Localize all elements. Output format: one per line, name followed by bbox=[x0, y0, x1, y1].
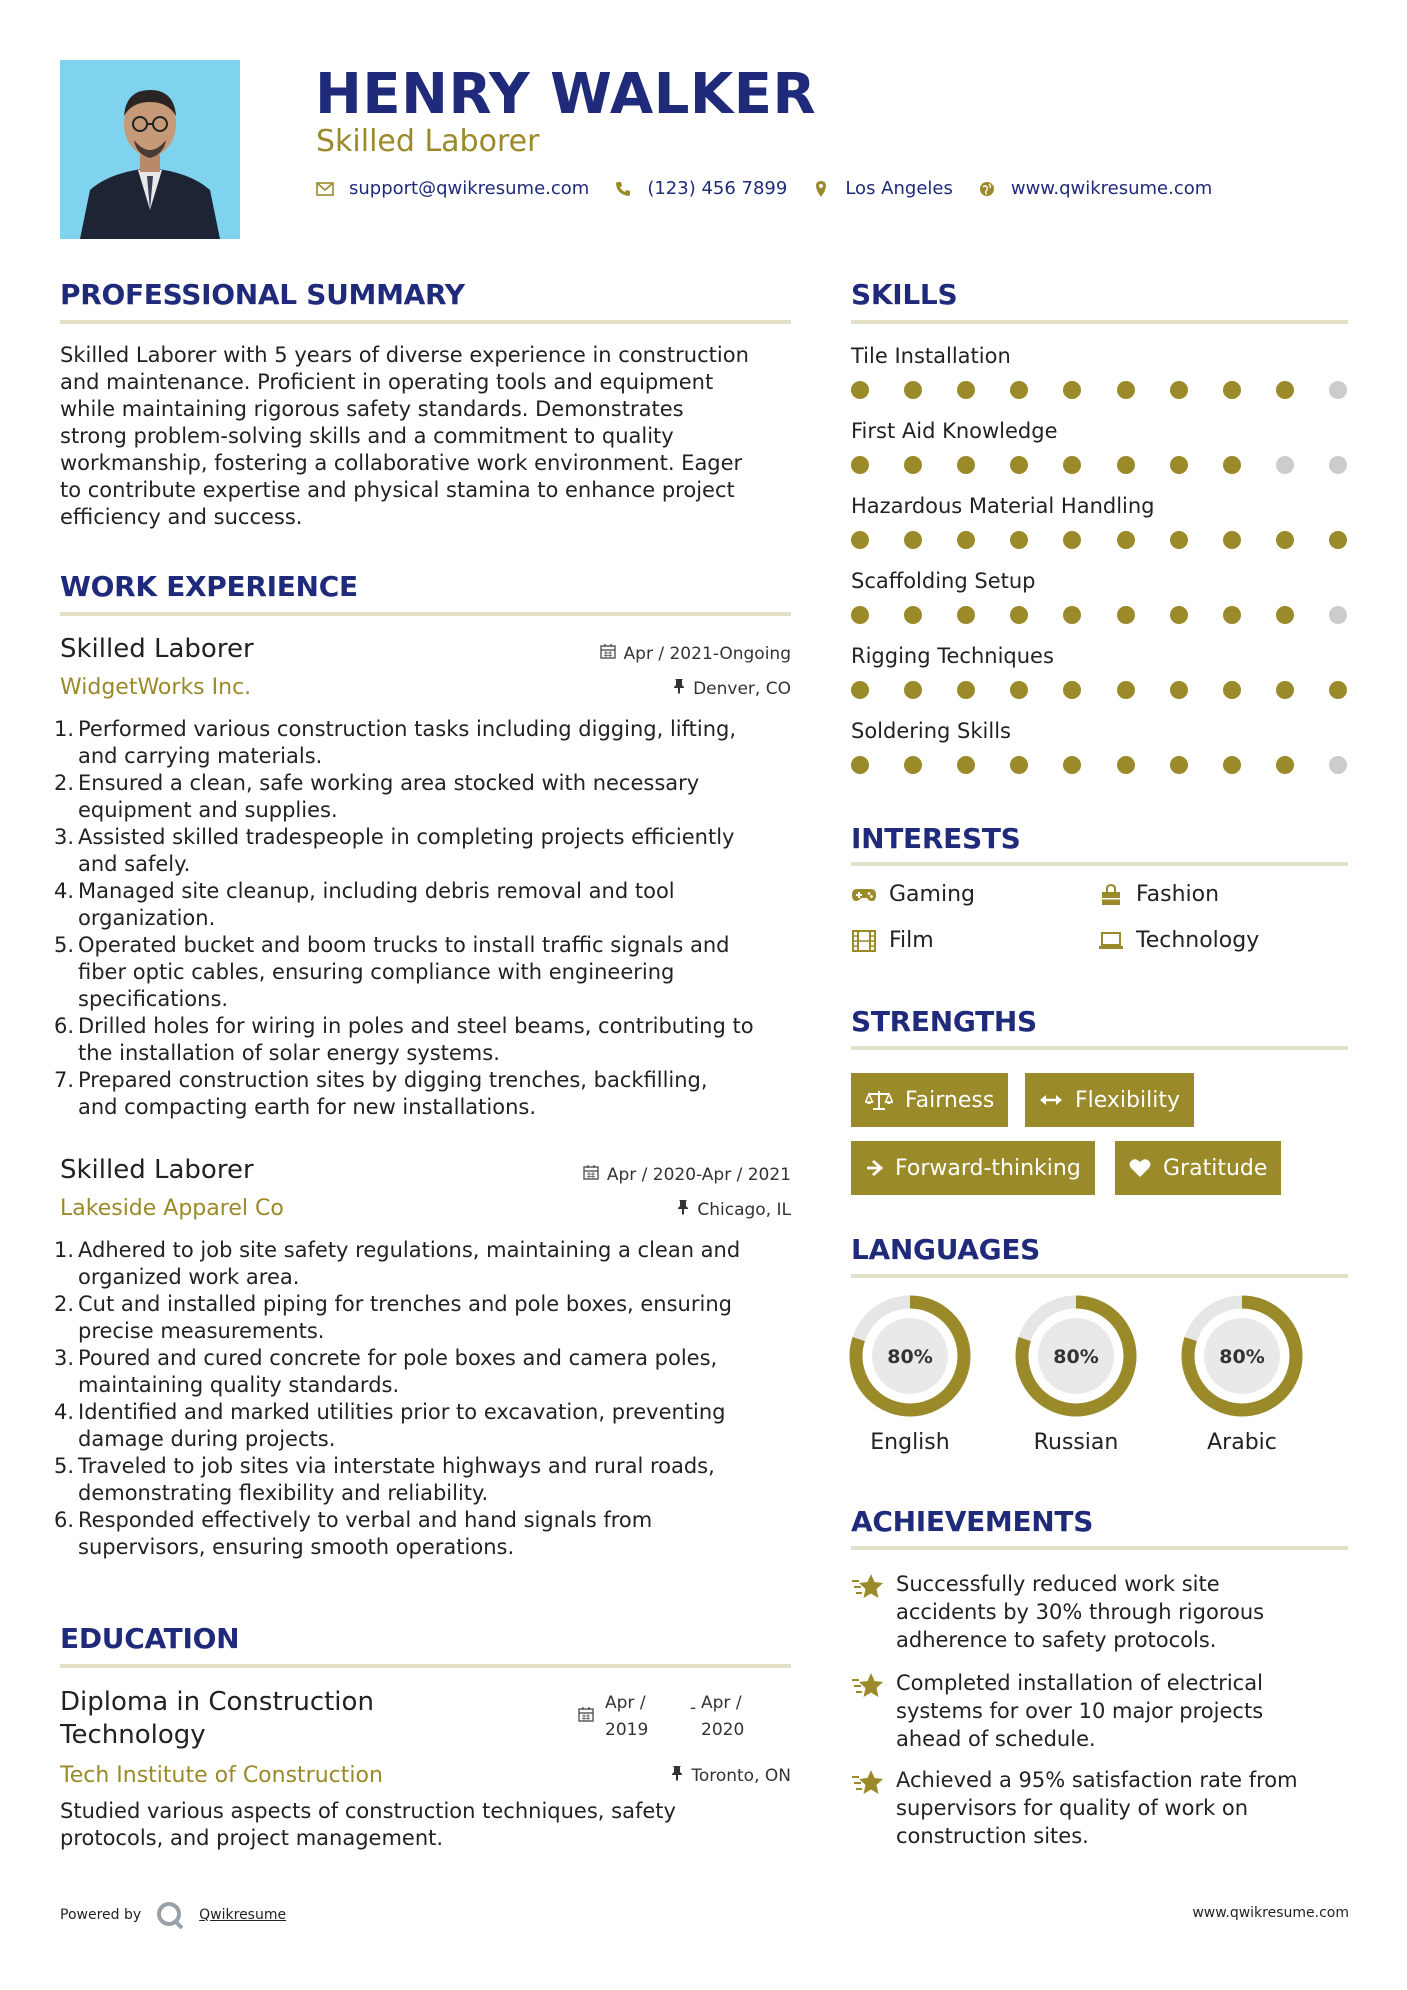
rating-dot-filled bbox=[1117, 456, 1135, 474]
rating-dot-filled bbox=[1063, 756, 1081, 774]
rating-dot-filled bbox=[1063, 381, 1081, 399]
rating-dot-filled bbox=[1170, 531, 1188, 549]
rating-dot-filled bbox=[1223, 606, 1241, 624]
edu-start-date: Apr / 2019 bbox=[605, 1693, 649, 1740]
skill-rating bbox=[851, 456, 1351, 476]
job-location bbox=[677, 1199, 791, 1220]
rating-dot-filled bbox=[957, 606, 975, 624]
rating-dot-filled bbox=[1063, 606, 1081, 624]
pushpin-icon bbox=[677, 1199, 689, 1220]
rating-dot-filled bbox=[1010, 681, 1028, 699]
summary-line: Skilled Laborer with 5 years of diverse experience in construction bbox=[60, 343, 749, 367]
qwikresume-link[interactable]: Qwikresume bbox=[199, 1907, 287, 1923]
rating-dot-filled bbox=[1170, 456, 1188, 474]
rating-dot-filled bbox=[904, 606, 922, 624]
rating-dot-filled bbox=[851, 456, 869, 474]
summary-line: to contribute expertise and physical stamina to enhance project bbox=[60, 478, 735, 502]
phone-icon bbox=[613, 181, 633, 197]
edu-end-date: Apr / 2020 bbox=[701, 1693, 745, 1740]
edu-description: Studied various aspects of construction techniques, safety protocols, and project management. bbox=[60, 1799, 676, 1850]
rating-dot-filled bbox=[957, 681, 975, 699]
rating-dot-filled bbox=[1117, 606, 1135, 624]
phone-text: (123) 456 7899 bbox=[647, 178, 788, 199]
rating-dot-filled bbox=[1170, 381, 1188, 399]
rating-dot-filled bbox=[1010, 606, 1028, 624]
strength-badge: Flexibility bbox=[1025, 1073, 1194, 1127]
list-item: 4. Managed site cleanup, including debris removal and tool organization. bbox=[54, 879, 675, 930]
language-name: Russian bbox=[1033, 1430, 1119, 1455]
skill-name: Soldering Skills bbox=[851, 719, 1011, 743]
rating-dot-filled bbox=[957, 381, 975, 399]
summary-heading: PROFESSIONAL SUMMARY bbox=[60, 278, 465, 311]
language-percent: 80% bbox=[1219, 1346, 1265, 1368]
footer-site[interactable]: www.qwikresume.com bbox=[1192, 1905, 1349, 1921]
job-dates bbox=[583, 1164, 791, 1185]
skill-name: Rigging Techniques bbox=[851, 644, 1054, 668]
interest-fashion: Fashion bbox=[1098, 882, 1219, 907]
rating-dot-filled bbox=[1117, 681, 1135, 699]
rating-dot-filled bbox=[1170, 756, 1188, 774]
rating-dot-filled bbox=[1223, 531, 1241, 549]
rating-dot-filled bbox=[1117, 381, 1135, 399]
location-text: Los Angeles bbox=[845, 178, 953, 199]
strengths-heading: STRENGTHS bbox=[851, 1005, 1037, 1038]
globe-icon bbox=[977, 181, 997, 197]
list-item: 7. Prepared construction sites by digging trenches, backfilling, and compacting earth for new installations. bbox=[54, 1068, 708, 1119]
contact-email[interactable] bbox=[315, 178, 589, 199]
job-dates bbox=[600, 643, 791, 664]
strength-badge: Fairness bbox=[851, 1073, 1008, 1127]
skill-rating bbox=[851, 681, 1351, 701]
rating-dot-filled bbox=[1329, 531, 1347, 549]
job-company: WidgetWorks Inc. bbox=[60, 675, 252, 700]
list-item: 2. Ensured a clean, safe working area stocked with necessary equipment and supplies. bbox=[54, 771, 700, 822]
job-title: Skilled Laborer bbox=[60, 634, 254, 664]
summary-line: while maintaining rigorous safety standards. Demonstrates bbox=[60, 397, 684, 421]
rating-dot-filled bbox=[1223, 456, 1241, 474]
edu-location bbox=[671, 1765, 791, 1786]
interests-heading: INTERESTS bbox=[851, 822, 1021, 855]
list-item: 4. Identified and marked utilities prior to excavation, preventing damage during projects. bbox=[54, 1400, 726, 1451]
job-duties bbox=[54, 716, 800, 1121]
calendar-icon bbox=[600, 643, 616, 664]
list-item: 1. Adhered to job site safety regulations, maintaining a clean and organized work area. bbox=[54, 1238, 741, 1289]
footer-powered-by bbox=[60, 1900, 286, 1930]
achievement-item: Achieved a 95% satisfaction rate from supervisors for quality of work on construction sites. bbox=[896, 1768, 1298, 1848]
interest-gaming: Gaming bbox=[851, 882, 975, 907]
list-item: 5. Operated bucket and boom trucks to install traffic signals and fiber optic cables, ensuring compliance with engineering specifications. bbox=[54, 933, 730, 1011]
experience-heading: WORK EXPERIENCE bbox=[60, 570, 358, 603]
strengths-rule bbox=[851, 1046, 1348, 1050]
skill-name: Tile Installation bbox=[851, 344, 1011, 368]
skill-rating bbox=[851, 531, 1351, 551]
rating-dot-filled bbox=[957, 456, 975, 474]
list-item: 6. Responded effectively to verbal and hand signals from supervisors, ensuring smooth operations. bbox=[54, 1508, 653, 1559]
rating-dot-empty bbox=[1329, 381, 1347, 399]
language-ring bbox=[1180, 1294, 1304, 1418]
job-dates-text: Apr / 2021-Ongoing bbox=[623, 643, 791, 664]
rating-dot-filled bbox=[904, 531, 922, 549]
language-percent: 80% bbox=[1053, 1346, 1099, 1368]
rating-dot-filled bbox=[1170, 681, 1188, 699]
list-item: 3. Assisted skilled tradespeople in completing projects efficiently and safely. bbox=[54, 825, 735, 876]
summary-line: efficiency and success. bbox=[60, 505, 303, 529]
degree-line: Diploma in Construction bbox=[60, 1687, 374, 1717]
rating-dot-filled bbox=[851, 606, 869, 624]
shopping-bag-icon bbox=[1098, 884, 1124, 906]
rating-dot-filled bbox=[1276, 531, 1294, 549]
rating-dot-empty bbox=[1276, 456, 1294, 474]
edu-date-dash: - bbox=[690, 1698, 697, 1718]
skill-rating bbox=[851, 381, 1351, 401]
skills-rule bbox=[851, 320, 1348, 324]
rating-dot-filled bbox=[957, 756, 975, 774]
degree-title bbox=[60, 1686, 374, 1752]
rating-dot-empty bbox=[1329, 456, 1347, 474]
rating-dot-filled bbox=[1063, 681, 1081, 699]
rating-dot-empty bbox=[1329, 606, 1347, 624]
achievement-item: Successfully reduced work site accidents by 30% through rigorous adherence to safety protocols. bbox=[896, 1572, 1265, 1652]
skill-rating bbox=[851, 756, 1351, 776]
map-pin-icon bbox=[811, 180, 831, 198]
edu-location-text: Toronto, ON bbox=[691, 1765, 791, 1786]
interests-rule bbox=[851, 862, 1348, 866]
job-company: Lakeside Apparel Co bbox=[60, 1196, 284, 1221]
candidate-title: Skilled Laborer bbox=[316, 124, 540, 159]
list-item: 3. Poured and cured concrete for pole boxes and camera poles, maintaining quality standards. bbox=[54, 1346, 718, 1397]
experience-rule bbox=[60, 612, 791, 616]
rating-dot-filled bbox=[1063, 456, 1081, 474]
pushpin-icon bbox=[671, 1765, 683, 1786]
rating-dot-filled bbox=[957, 531, 975, 549]
rating-dot-filled bbox=[851, 681, 869, 699]
languages-rule bbox=[851, 1274, 1348, 1278]
summary-text bbox=[60, 342, 800, 531]
rating-dot-filled bbox=[1276, 756, 1294, 774]
star-award-icon bbox=[851, 1572, 885, 1606]
achievements-heading: ACHIEVEMENTS bbox=[851, 1505, 1094, 1538]
strength-badge: Gratitude bbox=[1115, 1141, 1281, 1195]
skill-name: First Aid Knowledge bbox=[851, 419, 1058, 443]
language-name: English bbox=[870, 1430, 950, 1455]
list-item: 2. Cut and installed piping for trenches and pole boxes, ensuring precise measurements. bbox=[54, 1292, 732, 1343]
star-award-icon bbox=[851, 1768, 885, 1802]
rating-dot-filled bbox=[1276, 681, 1294, 699]
rating-dot-filled bbox=[1170, 606, 1188, 624]
contact-bar bbox=[315, 178, 1236, 199]
strength-badge: Forward-thinking bbox=[851, 1141, 1095, 1195]
languages-heading: LANGUAGES bbox=[851, 1233, 1041, 1266]
rating-dot-filled bbox=[851, 381, 869, 399]
rating-dot-filled bbox=[1223, 681, 1241, 699]
envelope-icon bbox=[315, 182, 335, 196]
rating-dot-filled bbox=[904, 681, 922, 699]
rating-dot-filled bbox=[851, 531, 869, 549]
heart-icon bbox=[1129, 1158, 1151, 1178]
skills-heading: SKILLS bbox=[851, 278, 958, 311]
rating-dot-filled bbox=[1010, 381, 1028, 399]
contact-phone[interactable] bbox=[613, 178, 787, 199]
list-item: 6. Drilled holes for wiring in poles and steel beams, contributing to the installation of solar energy systems. bbox=[54, 1014, 754, 1065]
rating-dot-filled bbox=[904, 456, 922, 474]
star-award-icon bbox=[851, 1671, 885, 1705]
rating-dot-empty bbox=[1329, 756, 1347, 774]
education-heading: EDUCATION bbox=[60, 1622, 240, 1655]
language-ring bbox=[848, 1294, 972, 1418]
interest-film: Film bbox=[851, 928, 934, 953]
skill-rating bbox=[851, 606, 1351, 626]
skill-name: Hazardous Material Handling bbox=[851, 494, 1155, 518]
qwikresume-logo-icon bbox=[155, 1900, 185, 1930]
profile-photo bbox=[60, 60, 240, 239]
rating-dot-filled bbox=[1010, 456, 1028, 474]
arrow-right-icon bbox=[865, 1159, 883, 1177]
rating-dot-filled bbox=[1117, 531, 1135, 549]
list-item: 5. Traveled to job sites via interstate highways and rural roads, demonstrating flexibility and reliability. bbox=[54, 1454, 715, 1505]
achievements-rule bbox=[851, 1546, 1348, 1550]
achievement-item: Completed installation of electrical systems for over 10 major projects ahead of schedule. bbox=[896, 1671, 1264, 1751]
calendar-icon bbox=[578, 1706, 594, 1726]
job-dates-text: Apr / 2020-Apr / 2021 bbox=[606, 1164, 791, 1185]
rating-dot-filled bbox=[1329, 681, 1347, 699]
language-name: Arabic bbox=[1207, 1430, 1277, 1455]
language-percent: 80% bbox=[887, 1346, 933, 1368]
arrows-horizontal-icon bbox=[1039, 1093, 1063, 1107]
skill-name: Scaffolding Setup bbox=[851, 569, 1036, 593]
job-duties bbox=[54, 1237, 800, 1561]
rating-dot-filled bbox=[904, 381, 922, 399]
job-location bbox=[673, 678, 791, 699]
email-text: support@qwikresume.com bbox=[349, 178, 590, 199]
gamepad-icon bbox=[851, 887, 877, 903]
degree-line: Technology bbox=[60, 1720, 206, 1750]
laptop-icon bbox=[1098, 932, 1124, 950]
job-location-text: Chicago, IL bbox=[697, 1199, 791, 1220]
job-title: Skilled Laborer bbox=[60, 1155, 254, 1185]
rating-dot-filled bbox=[1223, 756, 1241, 774]
rating-dot-filled bbox=[1010, 756, 1028, 774]
rating-dot-filled bbox=[1276, 381, 1294, 399]
powered-by-text: Powered by bbox=[60, 1907, 142, 1923]
person-photo-icon bbox=[60, 60, 240, 239]
contact-location bbox=[811, 178, 953, 199]
candidate-name: HENRY WALKER bbox=[315, 62, 817, 127]
rating-dot-filled bbox=[1063, 531, 1081, 549]
website-text: www.qwikresume.com bbox=[1010, 178, 1213, 199]
school-name: Tech Institute of Construction bbox=[60, 1763, 383, 1788]
rating-dot-filled bbox=[1010, 531, 1028, 549]
balance-scale-icon bbox=[865, 1089, 893, 1111]
summary-line: workmanship, fostering a collaborative work environment. Eager bbox=[60, 451, 743, 475]
pushpin-icon bbox=[673, 678, 685, 699]
interest-technology: Technology bbox=[1098, 928, 1259, 953]
rating-dot-filled bbox=[1276, 606, 1294, 624]
list-item: 1. Performed various construction tasks including digging, lifting, and carrying materials. bbox=[54, 717, 737, 768]
rating-dot-filled bbox=[1223, 381, 1241, 399]
calendar-icon bbox=[583, 1164, 599, 1185]
education-rule bbox=[60, 1664, 791, 1668]
summary-line: and maintenance. Proficient in operating tools and equipment bbox=[60, 370, 714, 394]
rating-dot-filled bbox=[904, 756, 922, 774]
language-ring bbox=[1014, 1294, 1138, 1418]
contact-website[interactable] bbox=[977, 178, 1212, 199]
film-icon bbox=[851, 930, 877, 952]
job-location-text: Denver, CO bbox=[693, 678, 791, 699]
summary-line: strong problem-solving skills and a commitment to quality bbox=[60, 424, 674, 448]
rating-dot-filled bbox=[851, 756, 869, 774]
summary-rule bbox=[60, 320, 791, 324]
rating-dot-filled bbox=[1117, 756, 1135, 774]
